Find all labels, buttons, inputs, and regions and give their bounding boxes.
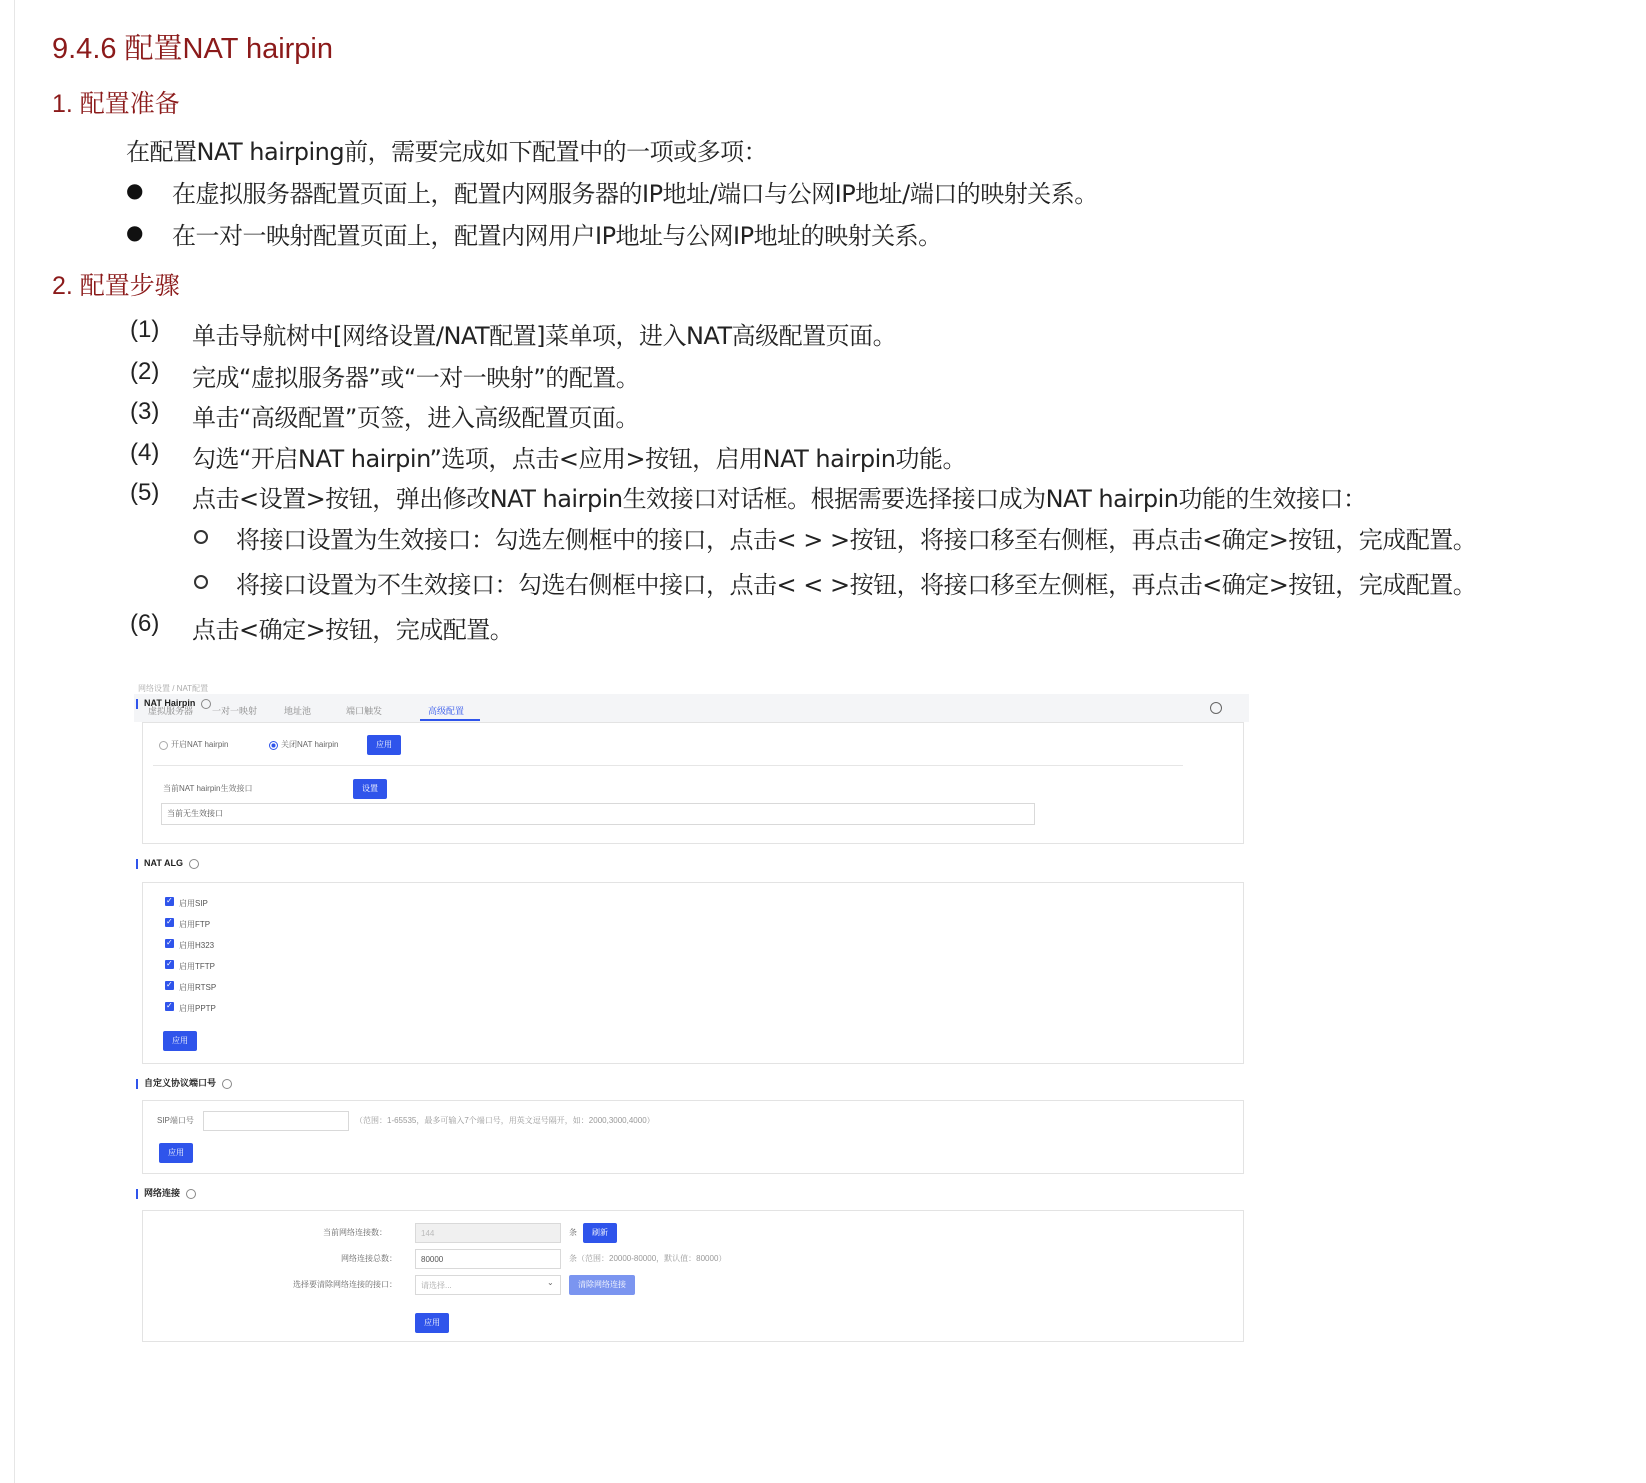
step-number: (4) bbox=[130, 439, 160, 466]
checkbox-label: 启用RTSP bbox=[179, 983, 217, 992]
step-text: 勾选“开启NAT hairpin”选项，点击<应用>按钮，启用NAT hairpin功能。 bbox=[192, 445, 966, 473]
prep-intro: 在配置NAT hairping前，需要完成如下配置中的一项或多项： bbox=[126, 138, 768, 166]
section-header bbox=[136, 698, 211, 709]
max-conn-input[interactable]: 80000 bbox=[415, 1249, 561, 1269]
conn-title: 网络连接 bbox=[144, 1188, 181, 1198]
current-conn-unit: 条 bbox=[569, 1228, 577, 1237]
alg-panel bbox=[142, 882, 1244, 1064]
checkbox-label: 启用H323 bbox=[179, 941, 215, 950]
checkbox-sip[interactable] bbox=[165, 897, 174, 906]
tab-virtual-server[interactable]: 虚拟服务器 bbox=[148, 706, 194, 716]
alg-apply-button[interactable]: 应用 bbox=[163, 1031, 197, 1051]
custom-port-title: 自定义协议端口号 bbox=[144, 1078, 217, 1088]
bullet-dot: ● bbox=[126, 220, 144, 244]
sub-bullet-circle bbox=[194, 575, 208, 589]
checkbox-pptp[interactable] bbox=[165, 1002, 174, 1011]
tab-advanced[interactable]: 高级配置 bbox=[428, 706, 465, 716]
tab-port-trigger[interactable]: 端口触发 bbox=[346, 706, 383, 716]
tab-one-to-one[interactable]: 一对一映射 bbox=[212, 706, 258, 716]
conn-panel bbox=[142, 1210, 1244, 1342]
hairpin-set-button[interactable]: 设置 bbox=[353, 779, 387, 799]
clear-iface-label: 选择要清除网络连接的接口： bbox=[293, 1280, 397, 1289]
step-text: 点击<确定>按钮，完成配置。 bbox=[192, 616, 514, 644]
current-conn-label: 当前网络连接数： bbox=[323, 1228, 387, 1237]
step-text: 点击<设置>按钮，弹出修改NAT hairpin生效接口对话框。根据需要选择接口成为NAT hairpin功能的生效接口： bbox=[192, 485, 1367, 513]
step-number: (3) bbox=[130, 398, 160, 425]
step-text: 单击导航树中[网络设置/NAT配置]菜单项，进入NAT高级配置页面。 bbox=[192, 322, 897, 350]
help-icon[interactable] bbox=[222, 1079, 232, 1089]
clear-iface-select[interactable]: 请选择... bbox=[415, 1275, 561, 1295]
current-conn-field: 144 bbox=[415, 1223, 561, 1243]
prep-bullet-1: 在虚拟服务器配置页面上，配置内网服务器的IP地址/端口与公网IP地址/端口的映射关系。 bbox=[172, 180, 1098, 208]
step-5-sub-2: 将接口设置为不生效接口：勾选右侧框中接口，点击< < >按钮，将接口移至左侧框，再点击<确定>按钮，完成配置。 bbox=[236, 571, 1477, 599]
step-text: 单击“高级配置”页签，进入高级配置页面。 bbox=[192, 404, 639, 432]
max-conn-hint: 条（范围：20000-80000，默认值：80000） bbox=[569, 1254, 727, 1263]
sip-port-input[interactable] bbox=[203, 1111, 349, 1131]
breadcrumb: 网络设置 / NAT配置 bbox=[138, 684, 209, 693]
max-conn-label: 网络连接总数： bbox=[341, 1254, 397, 1263]
refresh-button[interactable]: 刷新 bbox=[583, 1223, 617, 1243]
subsection-title-prep: 1. 配置准备 bbox=[52, 90, 180, 118]
help-icon[interactable] bbox=[186, 1189, 196, 1199]
tab-address-pool[interactable]: 地址池 bbox=[284, 706, 312, 716]
section-header bbox=[136, 1186, 196, 1199]
section-heading: 9.4.6 配置NAT hairpin bbox=[52, 33, 333, 65]
hairpin-apply-button[interactable]: 应用 bbox=[367, 735, 401, 755]
checkbox-tftp[interactable] bbox=[165, 960, 174, 969]
checkbox-h323[interactable] bbox=[165, 939, 174, 948]
help-icon[interactable] bbox=[201, 699, 211, 709]
embedded-ui-screenshot bbox=[134, 680, 1249, 1420]
checkbox-label: 启用FTP bbox=[179, 920, 211, 929]
clear-conn-button[interactable]: 清除网络连接 bbox=[569, 1275, 635, 1295]
settings-icon[interactable] bbox=[1210, 702, 1222, 714]
radio-enable-label: 开启NAT hairpin bbox=[171, 740, 229, 749]
sub-bullet-circle bbox=[194, 530, 208, 544]
subsection-title-steps: 2. 配置步骤 bbox=[52, 272, 180, 300]
bullet-dot: ● bbox=[126, 178, 144, 202]
prep-bullet-2: 在一对一映射配置页面上，配置内网用户IP地址与公网IP地址的映射关系。 bbox=[172, 222, 942, 250]
custom-port-apply-button[interactable]: 应用 bbox=[159, 1143, 193, 1163]
radio-enable-hairpin[interactable] bbox=[159, 741, 168, 750]
checkbox-label: 启用SIP bbox=[179, 899, 208, 908]
conn-apply-button[interactable]: 应用 bbox=[415, 1313, 449, 1333]
checkbox-rtsp[interactable] bbox=[165, 981, 174, 990]
step-5-sub-1: 将接口设置为生效接口：勾选左侧框中的接口，点击< > >按钮，将接口移至右侧框，再点击<确定>按钮，完成配置。 bbox=[236, 526, 1477, 554]
chevron-down-icon: ⌄ bbox=[547, 1278, 554, 1287]
step-number: (2) bbox=[130, 358, 160, 385]
hairpin-iface-field: 当前无生效接口 bbox=[161, 803, 1035, 825]
sip-port-hint: （范围：1-65535，最多可输入7个端口号，用英文逗号隔开，如：2000,3000,4000） bbox=[355, 1116, 655, 1125]
step-text: 完成“虚拟服务器”或“一对一映射”的配置。 bbox=[192, 364, 640, 392]
step-number: (6) bbox=[130, 610, 160, 637]
sip-port-label: SIP端口号 bbox=[157, 1116, 194, 1125]
hairpin-panel bbox=[142, 722, 1244, 844]
section-header bbox=[136, 858, 199, 869]
hairpin-title: NAT Hairpin bbox=[144, 698, 196, 708]
help-icon[interactable] bbox=[189, 859, 199, 869]
radio-disable-label: 关闭NAT hairpin bbox=[281, 740, 339, 749]
hairpin-iface-label: 当前NAT hairpin生效接口 bbox=[163, 784, 253, 793]
step-number: (1) bbox=[130, 316, 160, 343]
radio-disable-hairpin[interactable] bbox=[269, 741, 278, 750]
active-tab-underline bbox=[420, 719, 480, 721]
divider bbox=[153, 765, 1183, 766]
step-number: (5) bbox=[130, 479, 160, 506]
alg-title: NAT ALG bbox=[144, 858, 183, 868]
custom-port-panel bbox=[142, 1100, 1244, 1174]
checkbox-label: 启用PPTP bbox=[179, 1004, 216, 1013]
section-header bbox=[136, 1076, 232, 1089]
checkbox-label: 启用TFTP bbox=[179, 962, 215, 971]
checkbox-ftp[interactable] bbox=[165, 918, 174, 927]
